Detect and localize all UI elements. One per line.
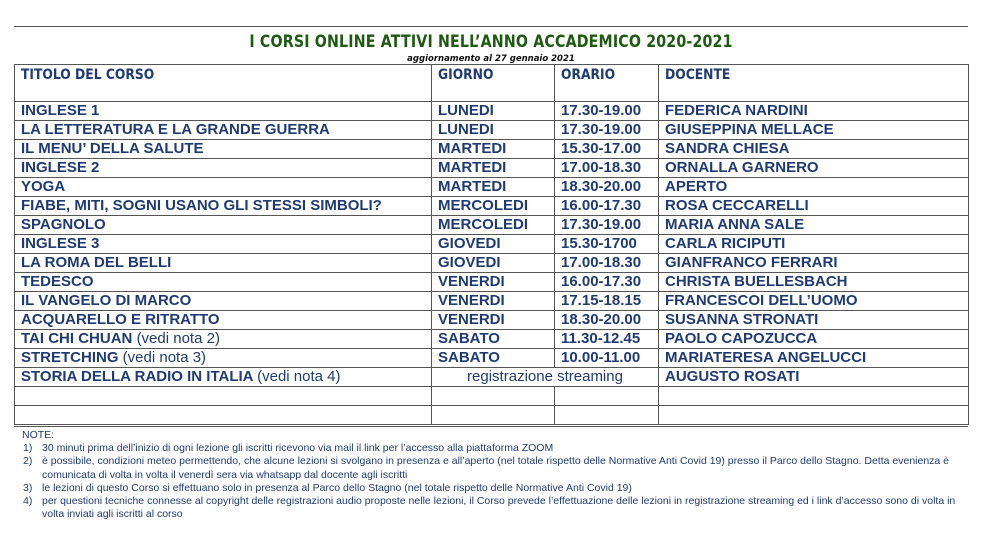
day-cell: LUNEDI [432, 121, 555, 140]
note-number: 4) [23, 495, 33, 508]
teacher-cell: SANDRA CHIESA [659, 140, 969, 159]
course-title: ACQUARELLO E RITRATTO [21, 311, 220, 328]
time-cell: 15.30-17.00 [555, 140, 659, 159]
table-row [15, 349, 969, 368]
teacher-cell: GIANFRANCO FERRARI [659, 254, 969, 273]
teacher-cell: AUGUSTO ROSATI [659, 368, 969, 387]
course-title-cell [15, 368, 432, 387]
teacher-cell: SUSANNA STRONATI [659, 311, 969, 330]
time-cell: 18.30-20.00 [555, 178, 659, 197]
column-header-day: GIORNO [432, 65, 555, 102]
teacher-cell: MARIATERESA ANGELUCCI [659, 349, 969, 368]
day-cell: MARTEDI [432, 140, 555, 159]
empty-cell [555, 387, 659, 406]
course-title: LA LETTERATURA E LA GRANDE GUERRA [21, 121, 330, 138]
column-header-time: ORARIO [555, 65, 659, 102]
time-cell: 15.30-1700 [555, 235, 659, 254]
empty-row [15, 387, 969, 406]
course-title: YOGA [21, 178, 66, 195]
empty-cell [659, 387, 969, 406]
table-row [15, 330, 969, 349]
table-row [15, 121, 969, 140]
table-row [15, 178, 969, 197]
note-item [14, 442, 968, 455]
empty-cell [555, 406, 659, 425]
teacher-cell: MARIA ANNA SALE [659, 216, 969, 235]
course-title-cell [15, 102, 432, 121]
table-row [15, 102, 969, 121]
time-cell: 16.00-17.30 [555, 197, 659, 216]
time-cell: 11.30-12.45 [555, 330, 659, 349]
course-title: STORIA DELLA RADIO IN ITALIA [21, 368, 253, 385]
empty-cell [659, 406, 969, 425]
teacher-cell: FRANCESCOI DELL’UOMO [659, 292, 969, 311]
table-row [15, 292, 969, 311]
course-title-cell [15, 216, 432, 235]
time-cell: 17.30-19.00 [555, 121, 659, 140]
note-item [14, 482, 968, 495]
course-title: INGLESE 2 [21, 159, 100, 176]
teacher-cell: PAOLO CAPOZUCCA [659, 330, 969, 349]
update-date: aggiornamento al 27 gennaio 2021 [407, 54, 575, 64]
note-number: 2) [23, 455, 33, 468]
day-cell: GIOVEDI [432, 235, 555, 254]
day-cell: MARTEDI [432, 159, 555, 178]
day-cell: MERCOLEDI [432, 197, 555, 216]
table-row [15, 368, 969, 387]
table-header-row [15, 65, 969, 102]
note-text: 30 minuti prima dell’inizio di ogni lezione gli iscritti ricevono via mail il link per l’accesso alla piattaforma ZOOM [42, 442, 554, 455]
schedule-cell: registrazione streaming [432, 368, 659, 387]
time-cell: 17.30-19.00 [555, 216, 659, 235]
table-row [15, 159, 969, 178]
teacher-cell: CHRISTA BUELLESBACH [659, 273, 969, 292]
empty-cell [15, 387, 432, 406]
course-title-cell [15, 159, 432, 178]
time-cell: 17.00-18.30 [555, 254, 659, 273]
day-cell: VENERDI [432, 311, 555, 330]
note-text: le lezioni di questo Corso si effettuano solo in presenza al Parco dello Stagno (nel totale rispetto delle Normative Anti Covid 19) [42, 481, 632, 494]
table-row [15, 254, 969, 273]
course-title: INGLESE 1 [21, 102, 100, 119]
course-title-cell [15, 178, 432, 197]
empty-cell [15, 406, 432, 425]
day-cell: LUNEDI [432, 102, 555, 121]
column-header-course: TITOLO DEL CORSO [15, 65, 432, 102]
day-cell: GIOVEDI [432, 254, 555, 273]
course-title-cell [15, 235, 432, 254]
empty-cell [432, 387, 555, 406]
course-note-ref: (vedi nota 3) [122, 349, 207, 366]
day-cell: VENERDI [432, 273, 555, 292]
courses-table [14, 64, 969, 425]
course-title-cell [15, 292, 432, 311]
course-title-cell [15, 349, 432, 368]
course-title-cell [15, 311, 432, 330]
top-rule [14, 26, 968, 27]
note-item [14, 495, 968, 521]
day-cell: SABATO [432, 349, 555, 368]
table-row [15, 235, 969, 254]
time-cell: 16.00-17.30 [555, 273, 659, 292]
course-note-ref: (vedi nota 4) [257, 368, 341, 385]
empty-row [15, 406, 969, 425]
notes-label: NOTE: [22, 429, 55, 441]
course-title: IL MENU’ DELLA SALUTE [21, 140, 204, 157]
note-item [14, 455, 968, 481]
table-row [15, 311, 969, 330]
table-row [15, 197, 969, 216]
day-cell: MERCOLEDI [432, 216, 555, 235]
course-title: STRETCHING [21, 349, 119, 366]
note-text: è possibile, condizioni meteo permettendo, che alcune lezioni si svolgano in presenza e all’aperto (nel totale rispetto delle Normative Anti Covid 19) presso il Parco dello Stagno. Detta evenienza è comunicata di volta in volta il venerdì sera via whatsapp dal docente agli iscritti [42, 455, 950, 481]
page-title: I CORSI ONLINE ATTIVI NELL’ANNO ACCADEMICO 2020-2021 [249, 32, 733, 51]
time-cell: 17.15-18.15 [555, 292, 659, 311]
course-title: TAI CHI CHUAN [21, 330, 133, 347]
day-cell: SABATO [432, 330, 555, 349]
course-title: LA ROMA DEL BELLI [21, 254, 172, 271]
table-row [15, 140, 969, 159]
day-cell: VENERDI [432, 292, 555, 311]
course-title-cell [15, 254, 432, 273]
teacher-cell: ORNALLA GARNERO [659, 159, 969, 178]
note-text: per questioni tecniche connesse al copyright delle registrazioni audio proposte nelle lezioni, il Corso prevede l’effettuazione delle lezioni in registrazione streaming ed i link d’accesso sono di volta in volta inviati agli iscritti al corso [42, 495, 956, 521]
course-title: TEDESCO [21, 273, 94, 290]
teacher-cell: CARLA RICIPUTI [659, 235, 969, 254]
teacher-cell: FEDERICA NARDINI [659, 102, 969, 121]
table-row [15, 216, 969, 235]
time-cell: 10.00-11.00 [555, 349, 659, 368]
teacher-cell: APERTO [659, 178, 969, 197]
course-title: SPAGNOLO [21, 216, 106, 233]
teacher-cell: ROSA CECCARELLI [659, 197, 969, 216]
course-title-cell [15, 140, 432, 159]
course-title-cell [15, 121, 432, 140]
time-cell: 17.00-18.30 [555, 159, 659, 178]
day-cell: MARTEDI [432, 178, 555, 197]
course-title: IL VANGELO DI MARCO [21, 292, 192, 309]
notes-section [14, 426, 968, 521]
table-row [15, 273, 969, 292]
time-cell: 18.30-20.00 [555, 311, 659, 330]
course-title: INGLESE 3 [21, 235, 100, 252]
empty-cell [432, 406, 555, 425]
note-number: 3) [23, 481, 33, 494]
time-cell: 17.30-19.00 [555, 102, 659, 121]
course-note-ref: (vedi nota 2) [136, 330, 220, 347]
teacher-cell: GIUSEPPINA MELLACE [659, 121, 969, 140]
course-title: FIABE, MITI, SOGNI USANO GLI STESSI SIMBOLI? [21, 197, 382, 214]
course-title-cell [15, 330, 432, 349]
course-title-cell [15, 197, 432, 216]
note-number: 1) [23, 442, 33, 455]
column-header-teacher: DOCENTE [659, 65, 969, 102]
course-title-cell [15, 273, 432, 292]
